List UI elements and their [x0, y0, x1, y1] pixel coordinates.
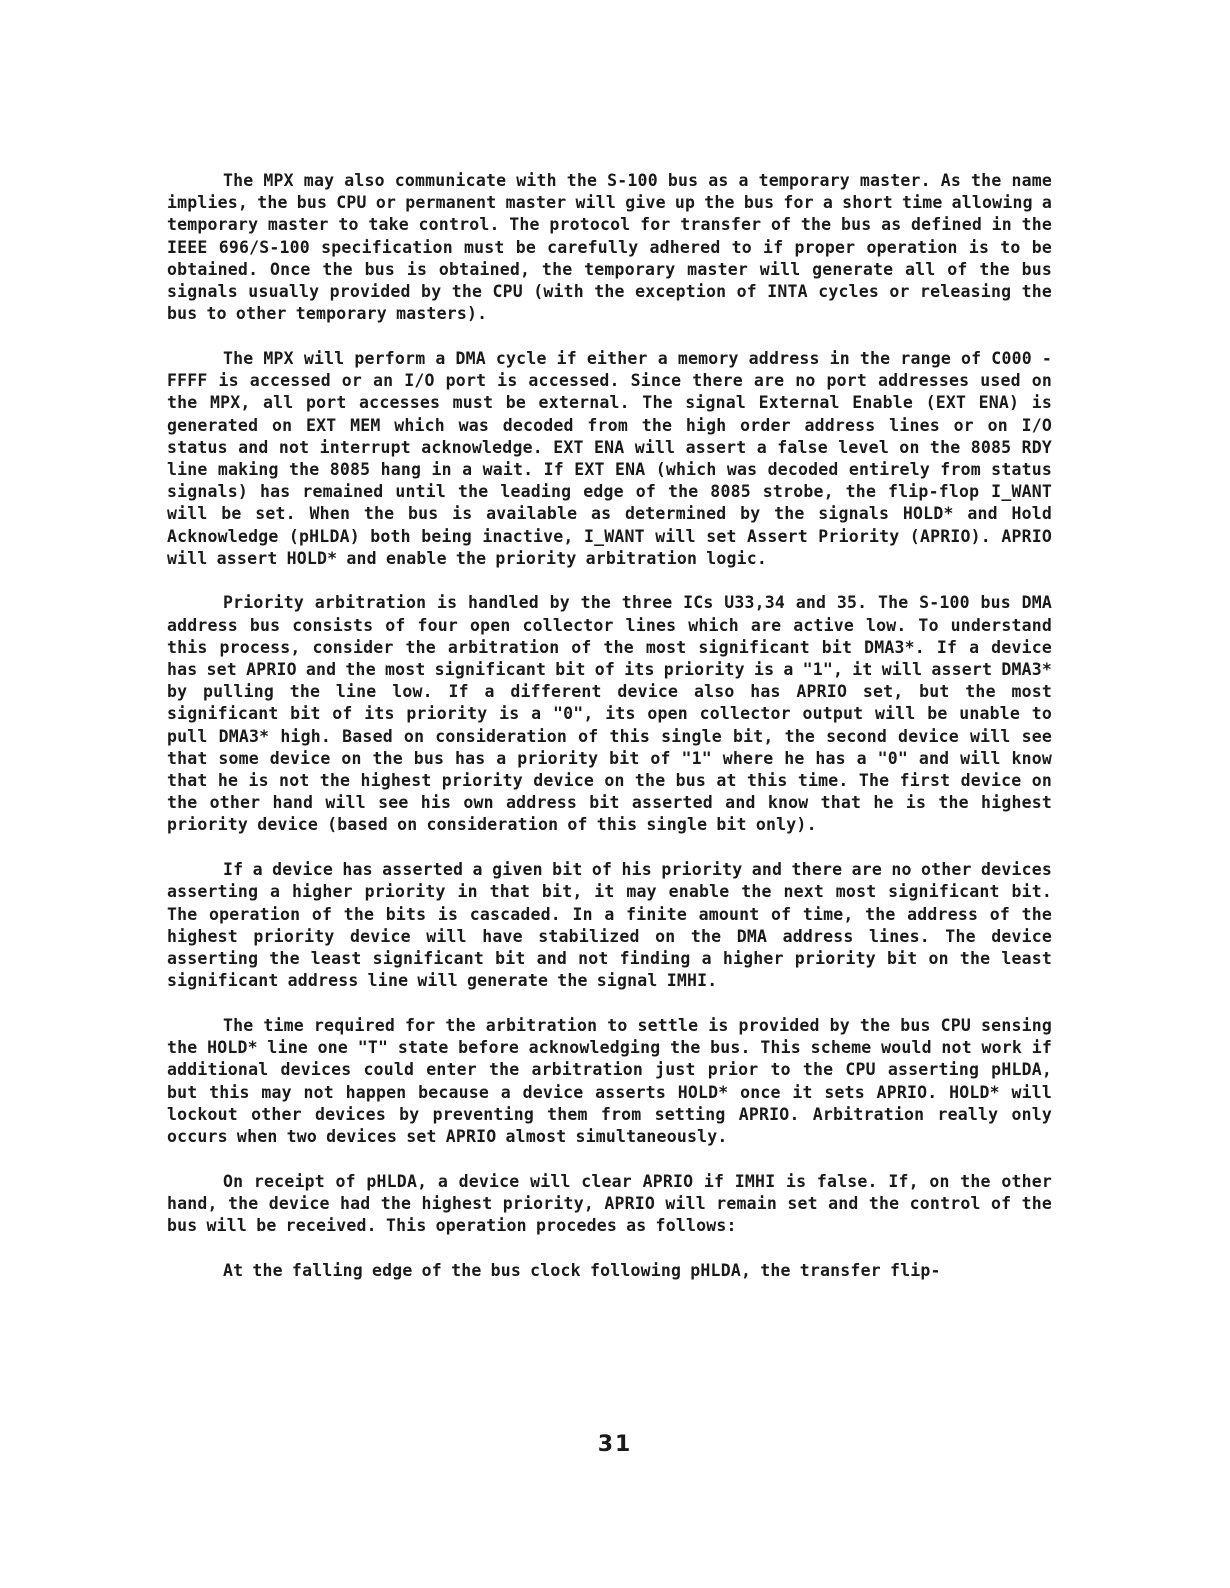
paragraph-priority-arbitration: Priority arbitration is handled by the three ICs U33,34 and 35. The S-100 bus DMA address bus consists of four open collector lines which are active low. To understand this process, consider the arbitration of the most significant bit DMA3*. If a device has set APRIO and the most significant bit of its priority is a "1", it will assert DMA3* by pulling the line low. If a different device also has APRIO set, but the most significant bit of its priority is a "0", its open collector output will be unable to pull DMA3* high. Based on consideration of this single bit, the second device will see that some device on the bus has a priority bit of "1" where he has a "0" and will know that he is not the highest priority device on the bus at this time. The first device on the other hand will see his own address bit asserted and know that he is the highest priority device (based on consideration of this single bit only). [167, 593, 1052, 835]
paragraph-dma-cycle: The MPX will perform a DMA cycle if either a memory address in the range of C000 - FFFF is accessed or an I/O port is accessed. Since there are no port addresses used on the MPX, all port accesses must be external. The signal External Enable (EXT ENA) is generated on EXT MEM which was decoded from the high order address lines or on I/O status and not interrupt acknowledge. EXT ENA will assert a false level on the 8085 RDY line making the 8085 hang in a wait. If EXT ENA (which was decoded entirely from status signals) has remained until the leading edge of the 8085 strobe, the flip-flop I_WANT will be set. When the bus is available as determined by the signals HOLD* and Hold Acknowledge (pHLDA) both being inactive, I_WANT will set Assert Priority (APRIO). APRIO will assert HOLD* and enable the priority arbitration logic. [167, 348, 1052, 568]
page-number: 31 [597, 1432, 633, 1457]
paragraph-arbitration-settle-time: The time required for the arbitration to settle is provided by the bus CPU sensing the HOLD* line one "T" state before acknowledging the bus. This scheme would not work if additional devices could enter the arbitration just prior to the CPU asserting pHLDA, but this may not happen because a device asserts HOLD* once it sets APRIO. HOLD* will lockout other devices by preventing them from setting APRIO. Arbitration really only occurs when two devices set APRIO almost simultaneously. [167, 1015, 1052, 1146]
paragraph-temporary-master: The MPX may also communicate with the S-100 bus as a temporary master. As the name implies, the bus CPU or permanent master will give up the bus for a short time allowing a temporary master to take control. The protocol for transfer of the bus as defined in the IEEE 696/S-100 specification must be carefully adhered to if proper operation is to be obtained. Once the bus is obtained, the temporary master will generate all of the bus signals usually provided by the CPU (with the exception of INTA cycles or releasing the bus to other temporary masters). [167, 171, 1052, 324]
paragraph-cascaded-bits: If a device has asserted a given bit of his priority and there are no other devices asserting a higher priority in that bit, it may enable the next most significant bit. The operation of the bits is cascaded. In a finite amount of time, the address of the highest priority device will have stabilized on the DMA address lines. The device asserting the least significant bit and not finding a higher priority bit on the least significant address line will generate the signal IMHI. [167, 860, 1052, 991]
paragraph-transfer-flip-flop: At the falling edge of the bus clock following pHLDA, the transfer flip- [223, 1260, 941, 1280]
page-body [167, 170, 1052, 1282]
paragraph-receipt-of-phlda: On receipt of pHLDA, a device will clear APRIO if IMHI is false. If, on the other hand, the device had the highest priority, APRIO will remain set and the control of the bus will be received. This operation procedes as follows: [167, 1171, 1052, 1236]
